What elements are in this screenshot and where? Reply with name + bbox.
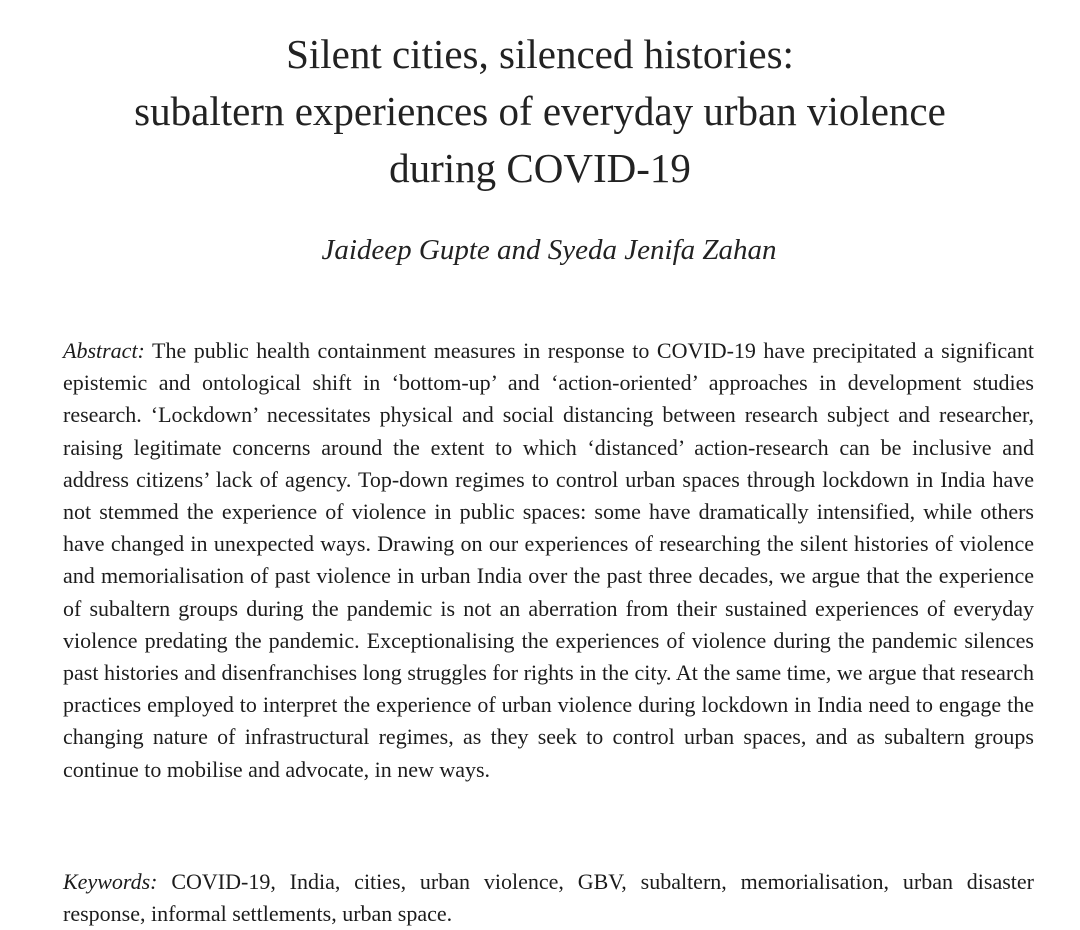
abstract: [63, 335, 1034, 786]
paper-title: [0, 26, 1080, 197]
abstract-label: Abstract:: [63, 338, 145, 363]
keywords-label: Keywords:: [63, 869, 158, 894]
authors: Jaideep Gupte and Syeda Jenifa Zahan: [321, 234, 777, 266]
title-line-3: during COVID-19: [389, 145, 691, 191]
abstract-text: The public health containment measures in response to COVID-19 have precipitated a significant epistemic and ontological shift in ‘bottom-up’ and ‘action-oriented’ approaches in development studies research. ‘Lockdown’ necessitates physical and social distancing between research subject and researcher, raising legitimate concerns around the extent to which ‘distanced’ action-research can be inclusive and address citizens’ lack of agency. Top-down regimes to control urban spaces through lockdown in India have not stemmed the experience of violence in public spaces: some have dramatically intensified, while others have changed in unexpected ways. Drawing on our experiences of researching the silent histories of violence and memorialisation of past violence in urban India over the past three decades, we argue that the experience of subaltern groups during the pandemic is not an aberration from their sustained experiences of everyday violence predating the pandemic. Exceptionalising the experiences of violence during the pandemic silences past histories and disenfranchises long struggles for rights in the city. At the same time, we argue that research practices employed to interpret the experience of urban violence during lockdown in India need to engage the changing nature of infrastructural regimes, as they seek to control urban spaces, and as subaltern groups continue to mobilise and advocate, in new ways.: [63, 338, 1034, 782]
title-line-1: Silent cities, silenced histories:: [286, 31, 794, 77]
title-line-2: subaltern experiences of everyday urban violence: [134, 88, 946, 134]
keywords: [63, 866, 1034, 930]
keywords-text: COVID-19, India, cities, urban violence, GBV, subaltern, memorialisation, urban disaster response, informal settlements, urban space.: [63, 869, 1035, 927]
